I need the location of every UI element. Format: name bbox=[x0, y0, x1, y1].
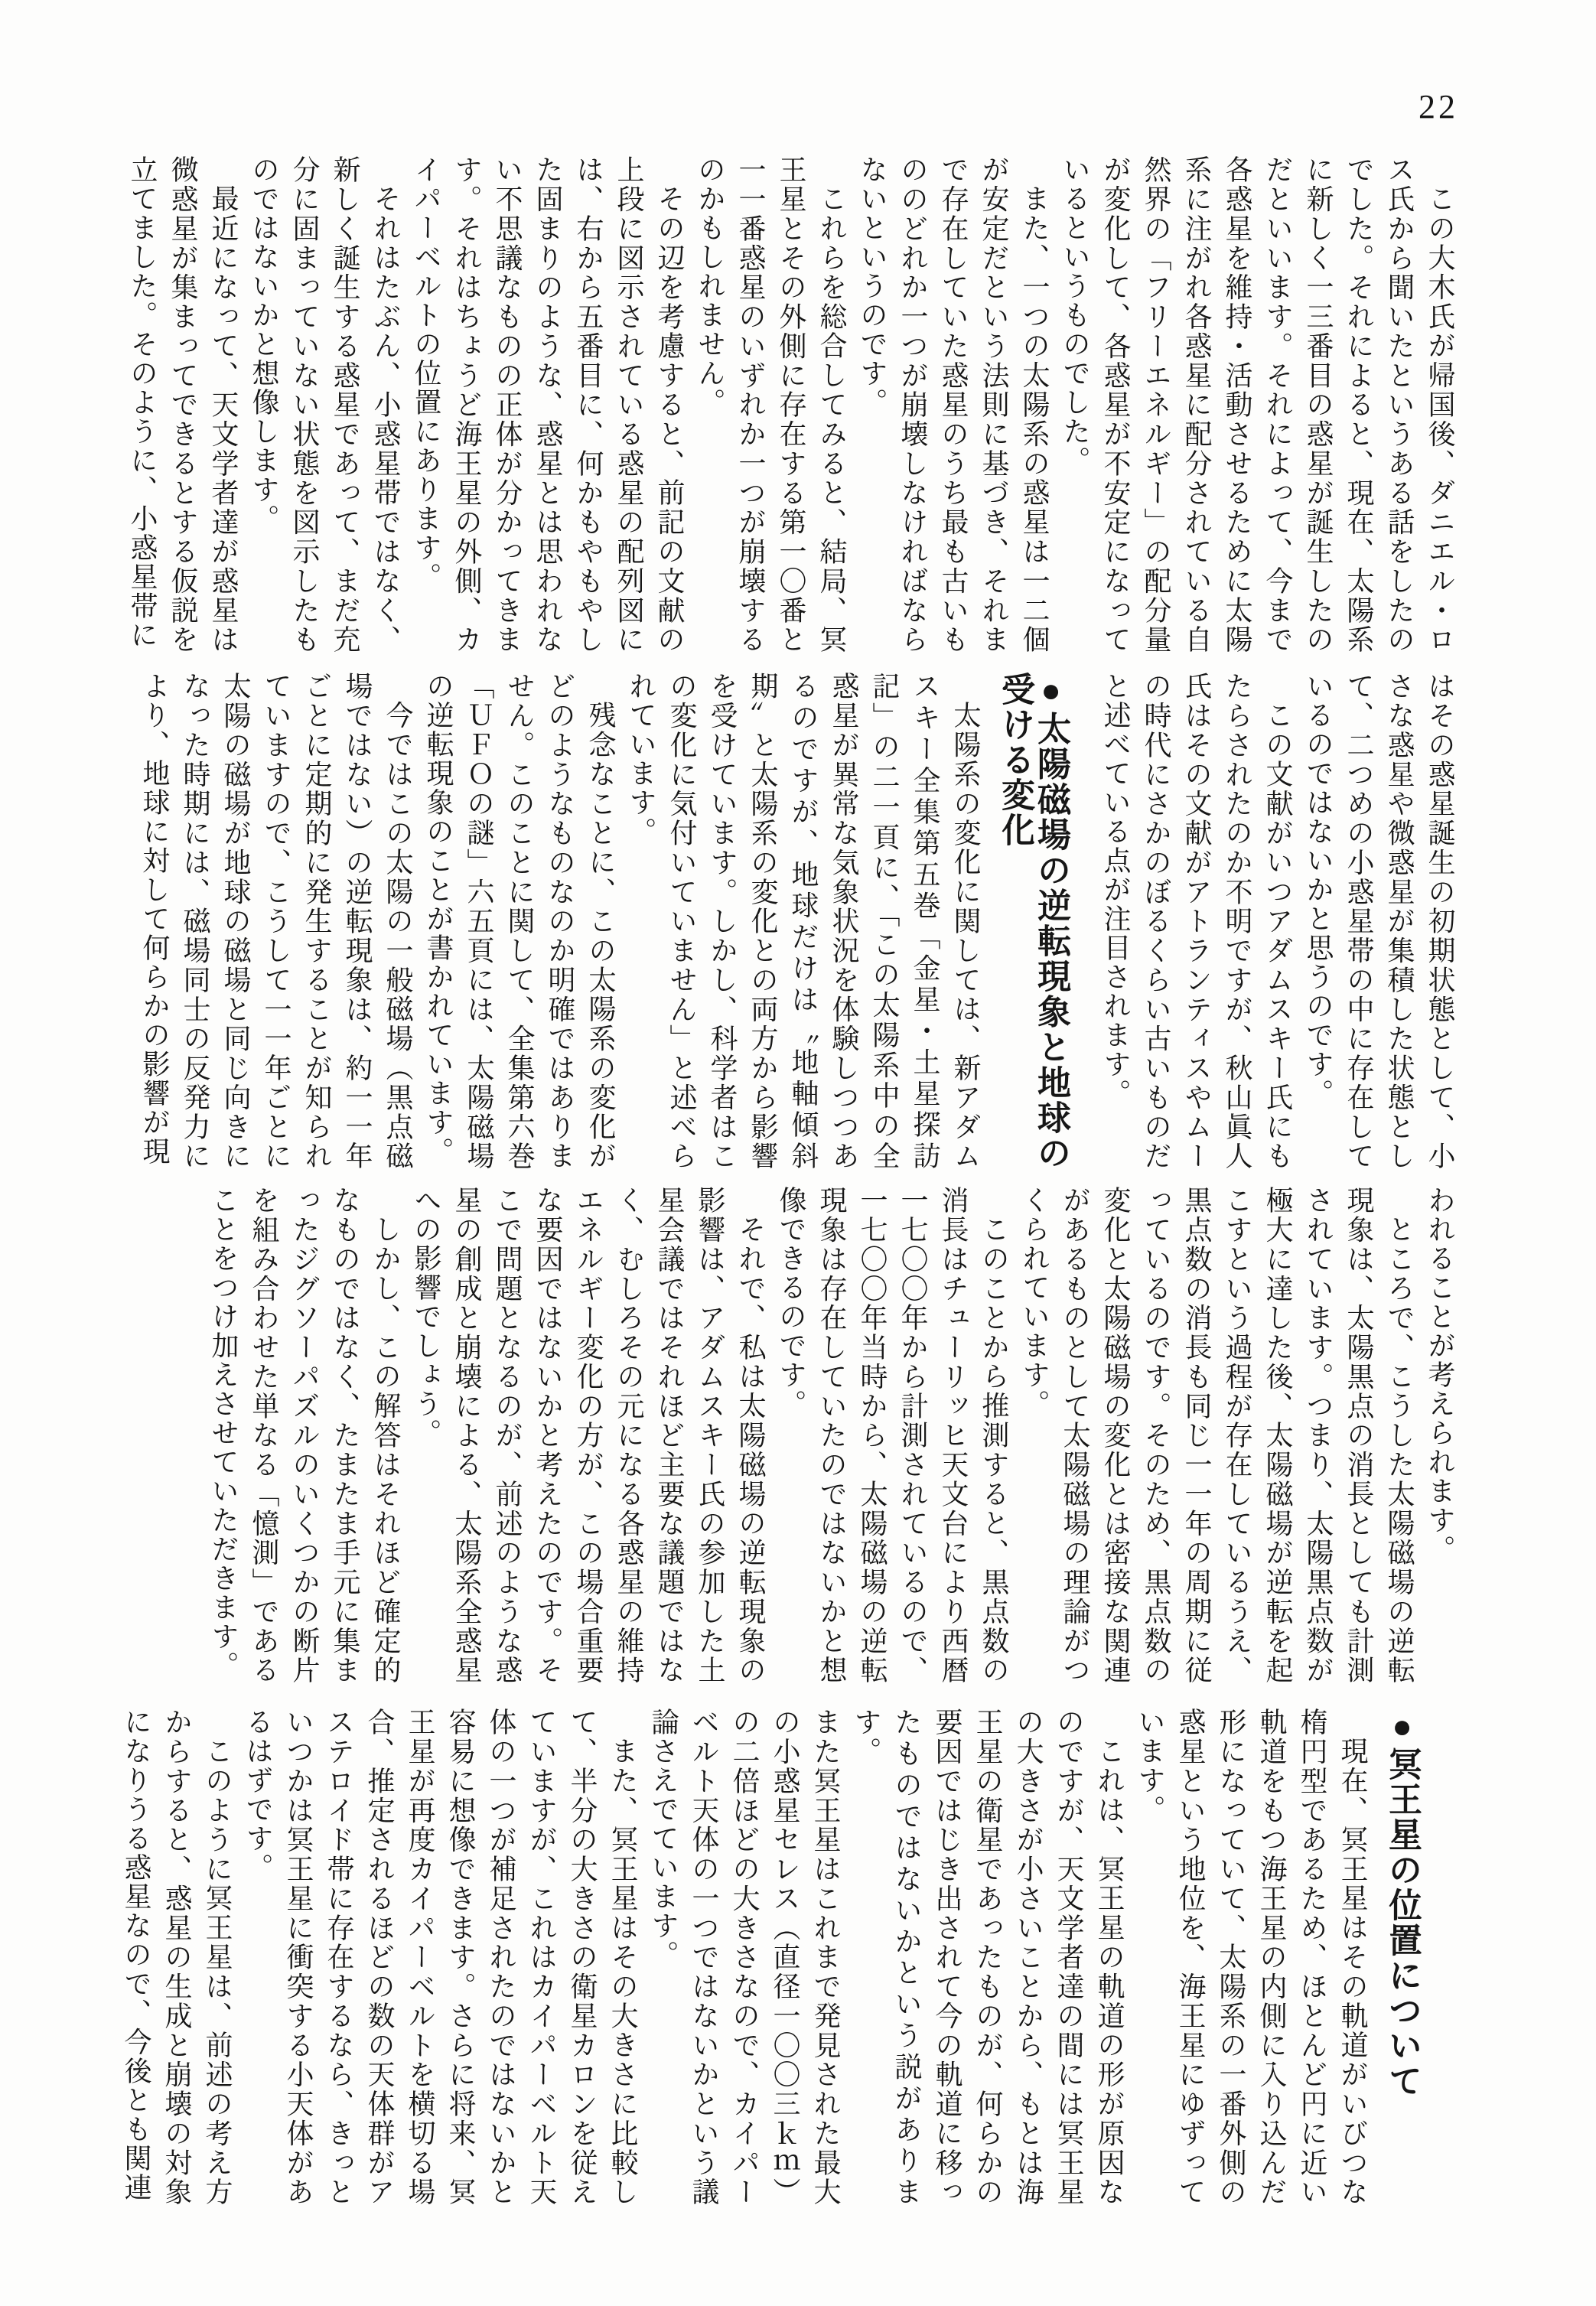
paragraph: 現在、冥王星はその軌道がいびつな楕円型であるため、ほとんど円に近い軌道をもつ海王星の内側に入り込んだ形になっていて、太陽系の一番外側の惑星という地位を、海王星にゆずっています。 bbox=[1135, 1708, 1368, 2207]
paragraph: これは、冥王星の軌道の形が原因なのですが、天文学者達の間には冥王星の大きさが小さいことから、もとは海王星の衛星であったものが、何らかの要因ではじき出されて今の軌道に移ったものではないかという説があります。 bbox=[851, 1708, 1125, 2207]
paragraph: その辺を考慮すると、前記の文献の上段に図示されている惑星の配列図には、右から五番目に、何かもやもやした固まりのような、惑星とは思われない不思議なものの正体が分かってきます。それはちょうど海王星の外側、カイパーベルトの位置にあります。 bbox=[411, 155, 685, 654]
section-heading: ●冥王星の位置について bbox=[1383, 1708, 1421, 2099]
paragraph: また、一つの太陽系の惑星は一二個が安定だという法則に基づき、それまで存在していた惑星のうち最も古いもののどれか一つが崩壊しなければならないというのです。 bbox=[857, 155, 1050, 654]
paragraph: 今ではこの太陽の一般磁場（黒点磁場ではない）の逆転現象は、約一一年ごとに定期的に発生することが知られていますので、こうして一一年ごとに太陽の磁場が地球の磁場と同じ向きになった時期には、磁場同士の反発力により、地球に対して何らかの影響が現 bbox=[139, 672, 413, 1171]
paragraph: われることが考えられます。 bbox=[1425, 1186, 1455, 1564]
paragraph: 太陽系の変化に関しては、新アダムスキー全集第五巻「金星・土星探訪記」の二一頁に、「この太陽系中の全惑星が異常な気象状況を体験しつつあるのですが、地球だけは〝地軸傾斜期〟と太陽系の変化との両方から影響を受けています。しかし、科学者はこの変化に気付いていません」と述べられています。 bbox=[626, 672, 981, 1171]
text-band-1 bbox=[121, 155, 1460, 654]
paragraph: また、冥王星はその大きさに比較して、半分の大きさの衛星カロンを従えていますが、これはカイパーベルト天体の一つが補足されたのではないかと容易に想像できます。さらに将来、冥王星が再度カイパーベルトを横切る場合、推定されるほどの数の天体群がアステロイド帯に存在するなら、きっといつかは冥王星に衝突する小天体があるはずです。 bbox=[243, 1708, 638, 2207]
paragraph: 残念なことに、この太陽系の変化がどのようなものなのか明確ではありません。このことに関して、全集第六巻「ＵＦＯの謎」六五頁には、太陽磁場の逆転現象のことが書かれています。 bbox=[423, 672, 616, 1171]
paragraph: 最近になって、天文学者達が惑星は微惑星が集まってできるとする仮説を立てました。そのように、小惑星帯に bbox=[127, 155, 239, 654]
paragraph: ところで、こうした太陽磁場の逆転現象は、太陽黒点の消長としても計測されています。つまり、太陽黒点数が極大に達した後、太陽磁場が逆転を起こすという過程が存在しているうえ、黒点数の消長も同じ一一年の周期に従っているのです。そのため、黒点数の変化と太陽磁場の変化とは密接な関連があるものとして太陽磁場の理論がつくられています。 bbox=[1019, 1186, 1415, 1685]
paragraph: それはたぶん、小惑星帯ではなく、新しく誕生する惑星であって、まだ充分に固まっていない状態を図示したものではないかと想像します。 bbox=[249, 155, 401, 654]
paragraph: このことから推測すると、黒点数の消長はチューリッヒ天文台により西暦一七〇〇年から計測されているので、一七〇〇年当時から、太陽磁場の逆転現象は存在していたのではないかと想像できるのです。 bbox=[776, 1186, 1009, 1685]
paragraph: これらを総合してみると、結局、冥王星とその外側に存在する第一〇番と一一番惑星のいずれか一つが崩壊するのかもしれません。 bbox=[695, 155, 847, 654]
paragraph: はその惑星誕生の初期状態として、小さな惑星や微惑星が集積した状態として、二つめの小惑星帯の中に存在しているのではないかと思うのです。 bbox=[1303, 672, 1455, 1171]
text-band-2 bbox=[121, 672, 1460, 1171]
text-band-4 bbox=[121, 1708, 1460, 2207]
paragraph: しかし、この解答はそれほど確定的なものではなく、たまたま手元に集まったジグソーパズルのいくつかの断片を組み合わせた単なる「憶測」であることをつけ加えさせていただきます。 bbox=[208, 1186, 401, 1685]
paragraph: このように冥王星は、前述の考え方からすると、惑星の生成と崩壊の対象になりうる惑星なので、今後とも関連 bbox=[121, 1708, 233, 2207]
paragraph: それで、私は太陽磁場の逆転現象の影響は、アダムスキー氏の参加した土星会議ではそれほど主要な議題ではなく、むしろその元になる各惑星の維持エネルギー変化の方が、この場合重要な要因ではないかと考えたのです。そこで問題となるのが、前述のような惑星の創成と崩壊による、太陽系全惑星への影響でしょう。 bbox=[411, 1186, 766, 1685]
paragraph: この大木氏が帰国後、ダニエル・ロス氏から聞いたというある話をしたのでした。それによると、現在、太陽系に新しく一三番目の惑星が誕生したのだといいます。それによって、今まで各惑星を維持・活動させるために太陽系に注がれ各惑星に配分されている自然界の「フリーエネルギー」の配分量が変化して、各惑星が不安定になっているというものでした。 bbox=[1060, 155, 1455, 654]
page-number: 22 bbox=[1418, 88, 1458, 125]
section-heading: ●太陽磁場の逆転現象と地球の受ける変化 bbox=[996, 672, 1070, 1171]
text-band-3 bbox=[121, 1186, 1460, 1685]
paragraph: この文献がいつアダムスキー氏にもたらされたのか不明ですが、秋山眞人氏はその文献がアトランティスやムーの時代にさかのぼるくらい古いものだと述べている点が注目されます。 bbox=[1100, 672, 1293, 1171]
paragraph: また冥王星はこれまで発見された最大の小惑星セレス（直径一〇〇三ｋｍ）の二倍ほどの大きさなので、カイパーベルト天体の一つではないかという議論さえでています。 bbox=[648, 1708, 841, 2207]
